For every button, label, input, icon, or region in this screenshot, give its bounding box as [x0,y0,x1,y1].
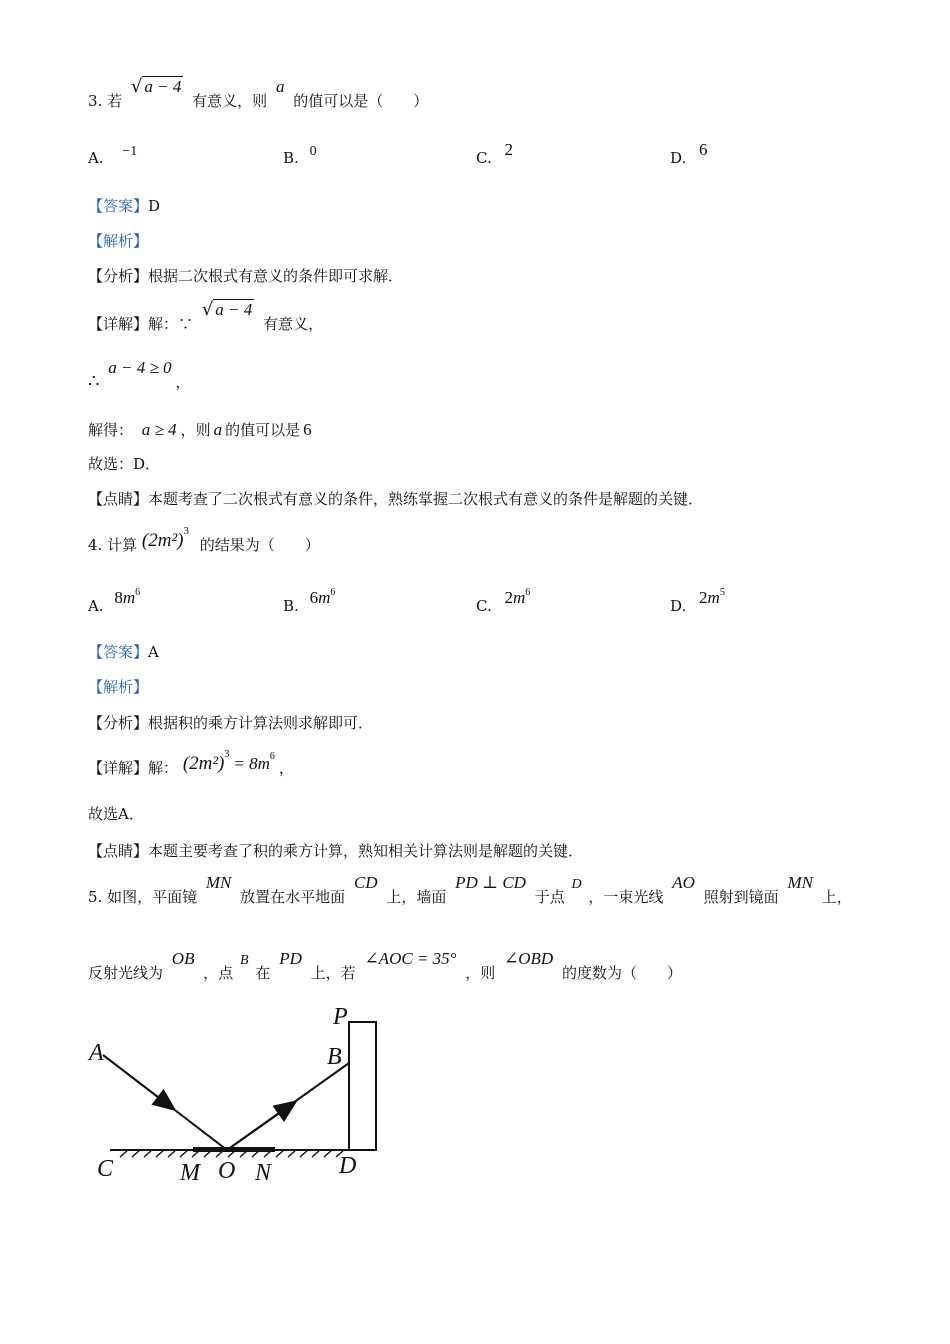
option-label: D. [670,597,687,615]
option-var: m [318,588,331,607]
fenxi-tag: 【分析】 [88,267,149,285]
detail-radicand: a − 4 [215,300,253,319]
option-value: 0 [309,144,317,159]
q4-detail [88,749,294,781]
q5-text: 在 [255,964,271,982]
option-value: 6 [699,140,708,159]
solve-expr: a ≥ 4 [141,420,177,439]
q5-cd: CD [353,873,378,892]
option-coef: 6 [309,588,319,607]
solve-value: 6 [303,420,312,439]
q3-text-mid: 有意义，则 [192,92,268,110]
label-b: B [327,1044,342,1070]
option-coef: 2 [504,588,513,607]
q3-option-c[interactable] [476,140,513,167]
solve-text-mid2: 的值可以是 [225,421,301,439]
q3-answer [88,196,160,216]
q3-radicand: a − 4 [144,77,182,96]
q4-option-d[interactable] [670,587,725,615]
q5-ob: OB [171,949,195,968]
detail-expr-exp: 3 [224,749,230,760]
comment-tag: 【点睛】 [88,490,149,508]
q5-text: 的度数为（ ） [562,964,683,982]
solve-text-mid: ，则 [180,421,211,439]
ray-ao-arrow [103,1055,167,1104]
q5-text: ，一束光线 [588,888,664,906]
answer-tag: 【答案】 [88,643,149,661]
q4-comment [88,841,583,861]
q4-text-post: 的结果为（ ） [199,536,320,554]
detail-result: = 8m [233,754,270,773]
q5-text: 上， [821,888,852,906]
q3-option-a[interactable] [88,140,138,167]
label-d: D [339,1153,357,1179]
mirror-mn [193,1147,275,1152]
q5-text: 反射光线为 [88,964,164,982]
option-label: A. [88,149,104,167]
q3-solve-line [88,420,312,440]
detail-result-exp: 6 [269,751,275,762]
q5-stem-line1 [88,873,852,909]
q3-option-d[interactable] [670,140,708,167]
q3-comment [88,489,703,509]
wall-pd [349,1022,376,1150]
option-exp: 6 [135,587,141,598]
answer-tag: 【答案】 [88,197,149,215]
q5-ao: AO [672,873,695,892]
label-o: O [218,1158,236,1184]
label-a: A [89,1040,104,1066]
fenxi-tag: 【分析】 [88,714,149,732]
q3-number: 3. [88,92,103,110]
q5-perp: PD ⊥ CD [455,873,526,892]
label-m: M [180,1160,200,1186]
q3-text-post: 的值可以是（ ） [293,92,429,110]
q4-choose: 故选A． [88,805,144,823]
q5-angle-obd: ∠OBD [504,949,554,968]
q3-text: 若 [107,92,123,110]
answer-value: D [148,197,161,215]
q4-expr: (2m²) [141,530,184,551]
q5-number: 5. [88,888,103,906]
q5-text: 如图，平面镜 [107,888,198,906]
q3-fenxi [88,266,403,286]
q5-mn: MN [205,873,232,892]
option-value: −1 [122,144,138,159]
q3-choose: 故选：D． [88,455,161,473]
fenxi-text: 根据积的乘方计算法则求解即可． [148,714,374,732]
q5-pd: PD [279,949,302,968]
detail-text-post: 有意义， [263,315,324,333]
q4-stem [88,525,320,557]
q4-number: 4. [88,536,103,554]
q5-stem-line2 [88,949,683,985]
q4-analysis-heading [88,677,148,697]
option-var: m [707,588,720,607]
label-p: P [333,1004,348,1030]
q4-option-b[interactable] [283,587,336,615]
detail-sqrt-expr: √ a − 4 [201,299,253,320]
option-label: C. [476,149,492,167]
q5-figure [85,1000,395,1190]
comment-tag: 【点睛】 [88,842,149,860]
label-n: N [255,1160,272,1186]
analysis-tag: 【解析】 [88,678,149,696]
detail-tag: 【详解】 [88,759,149,777]
q5-b: B [240,953,249,968]
q4-option-a[interactable] [88,587,141,615]
q3-therefore-line [88,358,191,392]
option-label: D. [670,149,687,167]
fenxi-text: 根据二次根式有意义的条件即可求解． [148,267,404,285]
solve-text: 解得： [88,421,134,439]
ray-ob-arrow [227,1107,288,1150]
answer-value: A [148,643,159,661]
q5-text: ，点 [203,964,234,982]
detail-text: 解：∵ [148,315,194,333]
inequality: a − 4 ≥ 0 [108,358,172,377]
option-label: B. [283,597,299,615]
q3-analysis-heading [88,231,148,251]
q5-angle-aoc: ∠AOC = 35° [364,949,457,968]
option-coef: 8 [114,588,123,607]
option-var: m [513,588,526,607]
therefore-symbol: ∴ [88,371,100,392]
option-exp: 6 [330,587,336,598]
inequality-punct: ， [175,373,191,391]
q3-detail [88,299,324,334]
option-var: m [122,588,136,607]
detail-text-post: ， [278,759,294,777]
option-exp: 5 [719,587,725,598]
q3-option-b[interactable] [283,140,317,167]
analysis-tag: 【解析】 [88,232,149,250]
q5-mn2: MN [787,873,813,892]
q4-text: 计算 [107,536,138,554]
q5-text: 上，墙面 [386,888,447,906]
option-label: C. [476,597,492,615]
q5-text: 上，若 [310,964,356,982]
q5-text: 照射到镜面 [703,888,779,906]
q3-sqrt-expr: √ a − 4 [130,76,182,97]
detail-text: 解： [148,759,179,777]
option-exp: 6 [525,587,531,598]
q3-var: a [275,77,285,96]
label-c: C [97,1156,114,1182]
solve-var: a [213,420,223,439]
option-label: B. [283,149,299,167]
option-coef: 2 [699,588,708,607]
option-value: 2 [504,140,513,159]
q4-fenxi [88,713,373,733]
option-label: A. [88,597,104,615]
q5-d: D [571,877,582,892]
q4-expr-exp: 3 [183,525,189,537]
comment-text: 本题考查了二次根式有意义的条件，熟练掌握二次根式有意义的条件是解题的关键． [148,490,704,508]
detail-expr: (2m²) [182,753,225,774]
detail-tag: 【详解】 [88,315,149,333]
q4-option-c[interactable] [476,587,531,615]
q5-text: 放置在水平地面 [240,888,346,906]
q4-answer [88,642,159,662]
comment-text: 本题主要考查了积的乘方计算，熟知相关计算法则是解题的关键． [148,842,584,860]
q5-text: ，则 [465,964,496,982]
q3-stem [88,76,429,111]
q5-text: 于点 [534,888,565,906]
